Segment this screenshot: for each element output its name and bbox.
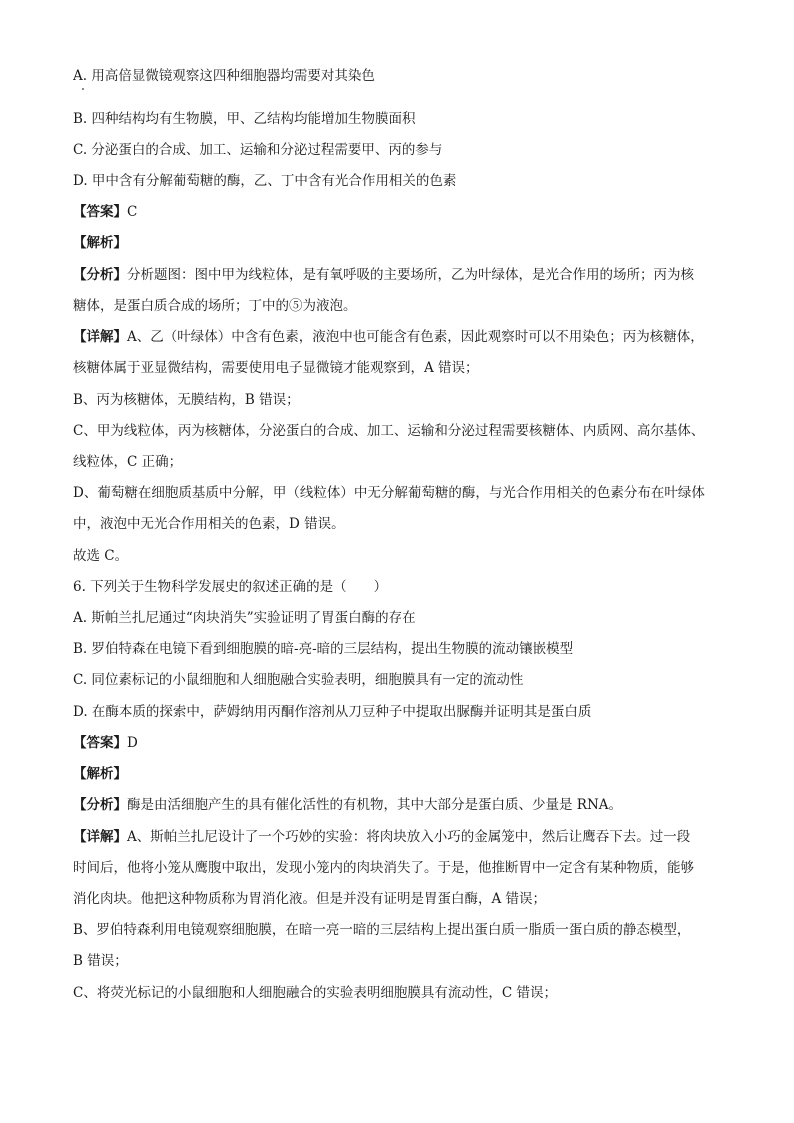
q6-option-d: D. 在酶本质的探索中，萨姆纳用丙酮作溶剂从刀豆种子中提取出脲酶并证明其是蛋白质	[73, 704, 592, 720]
analysis-cont: 糖体，是蛋白质合成的场所；丁中的⑤为液泡。	[73, 298, 357, 314]
q6-detail-cont-1: 时间后，他将小笼从鹰腹中取出，发现小笼内的肉块消失了。于是，他推断胃中一定含有某种物质，能够	[73, 860, 694, 876]
explanation-heading: 【解析】	[73, 235, 127, 251]
option-d: D. 甲中含有分解葡萄糖的酶，乙、丁中含有光合作用相关的色素	[73, 173, 457, 189]
q6-option-a: A. 斯帕兰扎尼通过“肉块消失”实验证明了胃蛋白酶的存在	[73, 610, 416, 626]
detail-c: C、甲为线粒体，丙为核糖体，分泌蛋白的合成、加工、运输和分泌过程需要核糖体、内质网、高尔基体、	[73, 423, 705, 439]
q6-answer-line: 【答案】D	[73, 735, 138, 751]
q6-detail-c: C、将荧光标记的小鼠细胞和人细胞融合的实验表明细胞膜具有流动性，C 错误；	[73, 985, 557, 1001]
detail-b: B、丙为核糖体，无膜结构，B 错误；	[73, 392, 300, 408]
analysis-line: 【分析】分析题图：图中甲为线粒体，是有氧呼吸的主要场所，乙为叶绿体，是光合作用的场所；丙为核	[73, 267, 694, 283]
q6-detail-b-cont: B 错误；	[73, 953, 128, 969]
option-c: C. 分泌蛋白的合成、加工、运输和分泌过程需要甲、丙的参与	[73, 142, 443, 158]
q6-analysis-line: 【分析】酶是由活细胞产生的具有催化活性的有机物，其中大部分是蛋白质、少量是 RNA。	[73, 797, 623, 813]
detail-c-cont: 线粒体，C 正确；	[73, 454, 183, 470]
detail-cont: 核糖体属于亚显微结构，需要使用电子显微镜才能观察到，A 错误；	[73, 360, 479, 376]
option-a: A. 用高倍显微镜观察这四种细胞器均需要对其染色	[73, 68, 375, 84]
option-b: B. 四种结构均有生物膜，甲、乙结构均能增加生物膜面积	[73, 111, 416, 127]
q6-explanation-heading: 【解析】	[73, 766, 127, 782]
detail-line: 【详解】A、乙（叶绿体）中含有色素，液泡中也可能含有色素，因此观察时可以不用染色；丙为核糖体，	[73, 329, 704, 345]
q6-detail-b: B、罗伯特森利用电镜观察细胞膜，在暗一亮一暗的三层结构上提出蛋白质一脂质一蛋白质的静态模型，	[73, 922, 691, 938]
question-6: 6. 下列关于生物科学发展史的叙述正确的是（ ）	[73, 579, 388, 595]
answer-tag: 【答案】	[73, 204, 127, 220]
q6-detail-cont-2: 消化肉块。他把这种物质称为胃消化液。但是并没有证明是胃蛋白酶，A 错误；	[73, 891, 547, 907]
choose-line: 故选 C。	[73, 548, 129, 564]
detail-d: D、葡萄糖在细胞质基质中分解，甲（线粒体）中无分解葡萄糖的酶，与光合作用相关的色素分布在叶绿体	[73, 485, 705, 501]
detail-d-cont: 中，液泡中无光合作用相关的色素，D 错误。	[73, 516, 345, 532]
q6-detail-line: 【详解】A、斯帕兰扎尼设计了一个巧妙的实验：将肉块放入小巧的金属笼中，然后让鹰吞下去。过一段	[73, 829, 691, 845]
q6-option-c: C. 同位素标记的小鼠细胞和人细胞融合实验表明，细胞膜具有一定的流动性	[73, 672, 524, 688]
scan-dot	[82, 88, 84, 90]
q6-option-b: B. 罗伯特森在电镜下看到细胞膜的暗-亮-暗的三层结构，提出生物膜的流动镶嵌模型	[73, 641, 574, 657]
answer-line: 【答案】C	[73, 204, 138, 220]
